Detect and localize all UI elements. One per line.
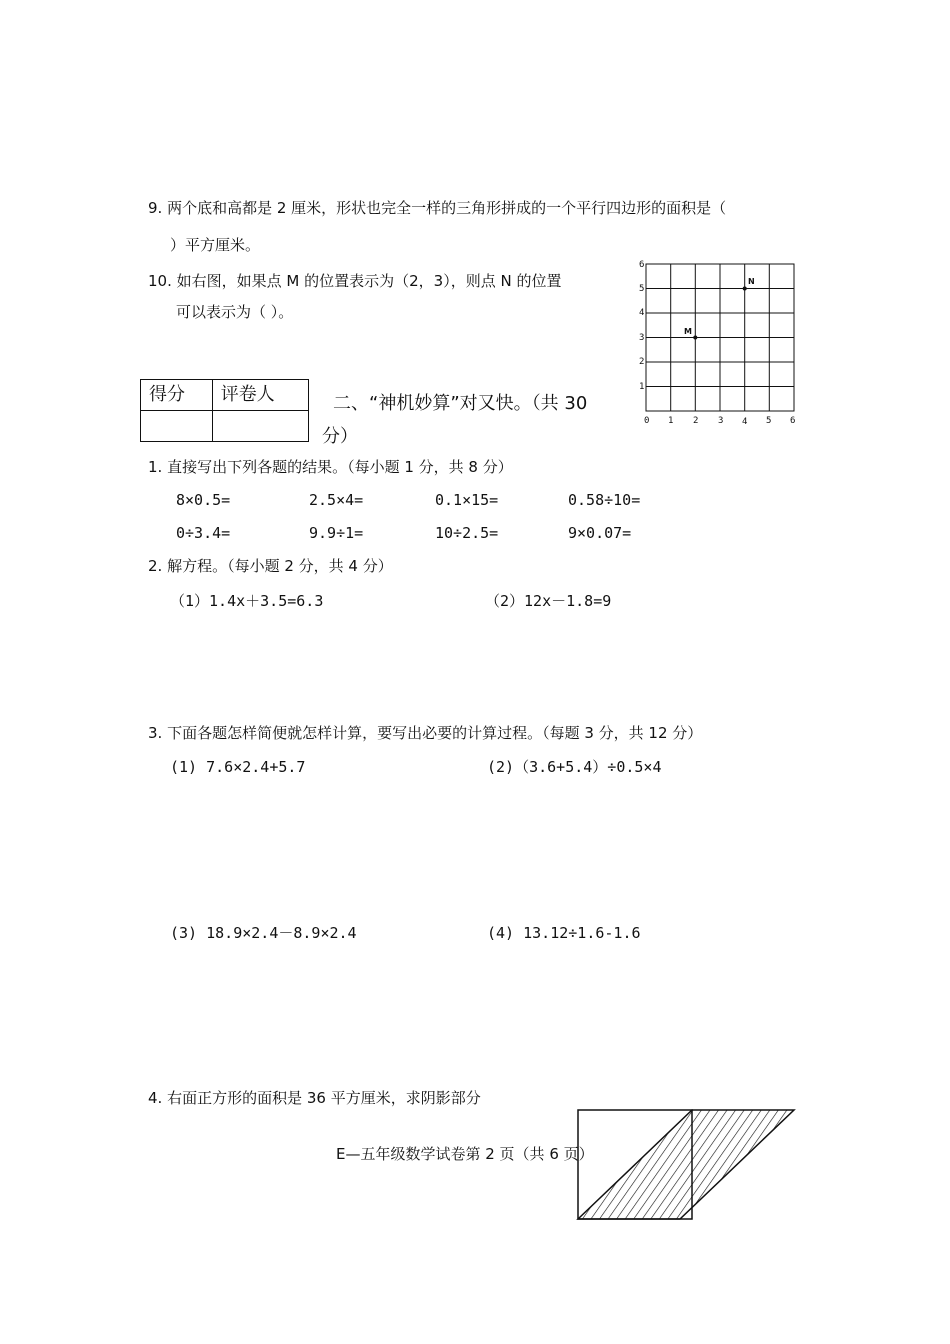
part-2-heading: 2. 解方程。（每小题 2 分，共 4 分） bbox=[148, 557, 393, 575]
equation-2: （2）12x－1.8=9 bbox=[485, 592, 612, 610]
y-label-2: 2 bbox=[639, 357, 645, 367]
x-label-0: 0 bbox=[644, 416, 650, 426]
mental-calc-2: 2.5×4= bbox=[309, 491, 364, 509]
x-label-5: 5 bbox=[766, 416, 772, 426]
y-label-1: 1 bbox=[639, 382, 645, 392]
part-1-heading: 1. 直接写出下列各题的结果。（每小题 1 分，共 8 分） bbox=[148, 458, 513, 476]
score-cell bbox=[141, 411, 213, 442]
y-label-6: 6 bbox=[639, 260, 645, 270]
x-label-4: 4 bbox=[742, 417, 748, 427]
x-label-2: 2 bbox=[693, 416, 699, 426]
equation-1: （1）1.4x＋3.5=6.3 bbox=[170, 592, 324, 610]
score-table bbox=[140, 379, 309, 442]
coordinate-grid bbox=[630, 255, 805, 430]
question-10-line-2: 可以表示为（ ）。 bbox=[176, 303, 294, 321]
page-footer: E—五年级数学试卷第 2 页（共 6 页） bbox=[336, 1145, 594, 1163]
calc-1: (1) 7.6×2.4+5.7 bbox=[170, 758, 306, 776]
grader-header: 评卷人 bbox=[212, 380, 308, 411]
mental-calc-1: 8×0.5= bbox=[176, 491, 231, 509]
grader-cell bbox=[212, 411, 308, 442]
point-m-dot bbox=[693, 336, 697, 340]
mental-calc-5: 0÷3.4= bbox=[176, 524, 231, 542]
mental-calc-6: 9.9÷1= bbox=[309, 524, 364, 542]
shaded-parallelogram bbox=[578, 1110, 794, 1219]
x-label-6: 6 bbox=[790, 416, 796, 426]
y-label-5: 5 bbox=[639, 284, 645, 294]
score-header: 得分 bbox=[141, 380, 213, 411]
section-2-title-line-2: 分） bbox=[322, 426, 358, 447]
section-2-title-line-1: 二、“神机妙算”对又快。（共 30 bbox=[333, 393, 588, 414]
calc-4: (4) 13.12÷1.6-1.6 bbox=[487, 924, 641, 942]
mental-calc-3: 0.1×15= bbox=[435, 491, 499, 509]
part-3-heading: 3. 下面各题怎样简便就怎样计算，要写出必要的计算过程。（每题 3 分，共 12 分） bbox=[148, 724, 703, 742]
point-n-dot bbox=[743, 287, 747, 291]
y-label-4: 4 bbox=[639, 308, 645, 318]
calc-3: (3) 18.9×2.4－8.9×2.4 bbox=[170, 924, 357, 942]
mental-calc-7: 10÷2.5= bbox=[435, 524, 499, 542]
mental-calc-4: 0.58÷10= bbox=[568, 491, 641, 509]
square-shaded-figure bbox=[575, 1107, 800, 1225]
point-m-label: M bbox=[684, 327, 692, 336]
y-label-3: 3 bbox=[639, 333, 645, 343]
mental-calc-8: 9×0.07= bbox=[568, 524, 632, 542]
question-9-line-2: ）平方厘米。 bbox=[170, 236, 261, 254]
point-n-label: N bbox=[748, 277, 755, 286]
question-10-line-1: 10. 如右图，如果点 M 的位置表示为（2，3），则点 N 的位置 bbox=[148, 272, 562, 290]
question-9-line-1: 9. 两个底和高都是 2 厘米，形状也完全一样的三角形拼成的一个平行四边形的面积是（ bbox=[148, 199, 727, 217]
x-label-1: 1 bbox=[668, 416, 674, 426]
part-4-heading: 4. 右面正方形的面积是 36 平方厘米，求阴影部分 bbox=[148, 1089, 481, 1107]
x-label-3: 3 bbox=[718, 416, 724, 426]
calc-2: (2)（3.6+5.4）÷0.5×4 bbox=[487, 758, 662, 776]
